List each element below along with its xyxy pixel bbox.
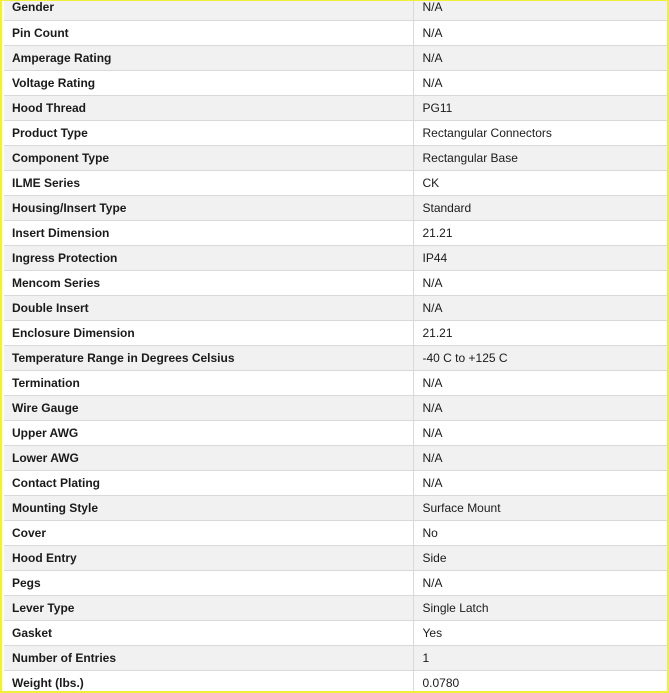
spec-value: Single Latch	[413, 595, 669, 620]
spec-label: Lever Type	[4, 595, 413, 620]
spec-value: N/A	[413, 70, 669, 95]
table-row	[4, 270, 669, 295]
spec-value: N/A	[413, 20, 669, 45]
spec-value: Rectangular Connectors	[413, 120, 669, 145]
table-row	[4, 70, 669, 95]
table-row	[4, 570, 669, 595]
spec-label: Pegs	[4, 570, 413, 595]
spec-value: Surface Mount	[413, 495, 669, 520]
spec-value: 1	[413, 645, 669, 670]
spec-label: Product Type	[4, 120, 413, 145]
table-row	[4, 670, 669, 693]
table-row	[4, 545, 669, 570]
table-row	[4, 95, 669, 120]
specifications-table	[4, 0, 669, 693]
spec-value: N/A	[413, 570, 669, 595]
spec-label: Upper AWG	[4, 420, 413, 445]
spec-value: N/A	[413, 370, 669, 395]
spec-value: N/A	[413, 470, 669, 495]
spec-value: Side	[413, 545, 669, 570]
table-row	[4, 445, 669, 470]
spec-label: Enclosure Dimension	[4, 320, 413, 345]
spec-label: Voltage Rating	[4, 70, 413, 95]
spec-value: N/A	[413, 445, 669, 470]
table-row	[4, 620, 669, 645]
spec-label: Wire Gauge	[4, 395, 413, 420]
table-row	[4, 370, 669, 395]
spec-label: Double Insert	[4, 295, 413, 320]
table-row	[4, 495, 669, 520]
spec-label: Gender	[4, 0, 413, 20]
spec-label: Pin Count	[4, 20, 413, 45]
table-row	[4, 595, 669, 620]
spec-label: ILME Series	[4, 170, 413, 195]
spec-value: Rectangular Base	[413, 145, 669, 170]
spec-value: N/A	[413, 295, 669, 320]
spec-label: Termination	[4, 370, 413, 395]
table-row	[4, 0, 669, 20]
table-row	[4, 520, 669, 545]
spec-label: Component Type	[4, 145, 413, 170]
spec-value: No	[413, 520, 669, 545]
spec-label: Hood Thread	[4, 95, 413, 120]
specifications-table-body	[4, 0, 669, 693]
table-row	[4, 195, 669, 220]
table-row	[4, 220, 669, 245]
spec-label: Lower AWG	[4, 445, 413, 470]
spec-label: Hood Entry	[4, 545, 413, 570]
spec-value: N/A	[413, 0, 669, 20]
spec-label: Gasket	[4, 620, 413, 645]
spec-value: N/A	[413, 270, 669, 295]
spec-label: Contact Plating	[4, 470, 413, 495]
spec-label: Ingress Protection	[4, 245, 413, 270]
spec-value: IP44	[413, 245, 669, 270]
spec-label: Housing/Insert Type	[4, 195, 413, 220]
spec-label: Mencom Series	[4, 270, 413, 295]
table-row	[4, 170, 669, 195]
spec-value: -40 C to +125 C	[413, 345, 669, 370]
spec-value: 21.21	[413, 220, 669, 245]
table-row	[4, 245, 669, 270]
spec-value: 0.0780	[413, 670, 669, 693]
spec-label: Insert Dimension	[4, 220, 413, 245]
spec-label: Mounting Style	[4, 495, 413, 520]
table-row	[4, 645, 669, 670]
table-row	[4, 470, 669, 495]
table-row	[4, 420, 669, 445]
table-row	[4, 45, 669, 70]
table-row	[4, 20, 669, 45]
spec-value: N/A	[413, 395, 669, 420]
spec-value: Yes	[413, 620, 669, 645]
spec-label: Temperature Range in Degrees Celsius	[4, 345, 413, 370]
table-row	[4, 145, 669, 170]
table-row	[4, 295, 669, 320]
spec-value: Standard	[413, 195, 669, 220]
spec-value: CK	[413, 170, 669, 195]
spec-label: Amperage Rating	[4, 45, 413, 70]
table-row	[4, 395, 669, 420]
table-row	[4, 345, 669, 370]
table-row	[4, 320, 669, 345]
spec-value: N/A	[413, 420, 669, 445]
spec-label: Cover	[4, 520, 413, 545]
spec-value: N/A	[413, 45, 669, 70]
spec-label: Weight (lbs.)	[4, 670, 413, 693]
spec-value: 21.21	[413, 320, 669, 345]
spec-value: PG11	[413, 95, 669, 120]
spec-label: Number of Entries	[4, 645, 413, 670]
table-row	[4, 120, 669, 145]
